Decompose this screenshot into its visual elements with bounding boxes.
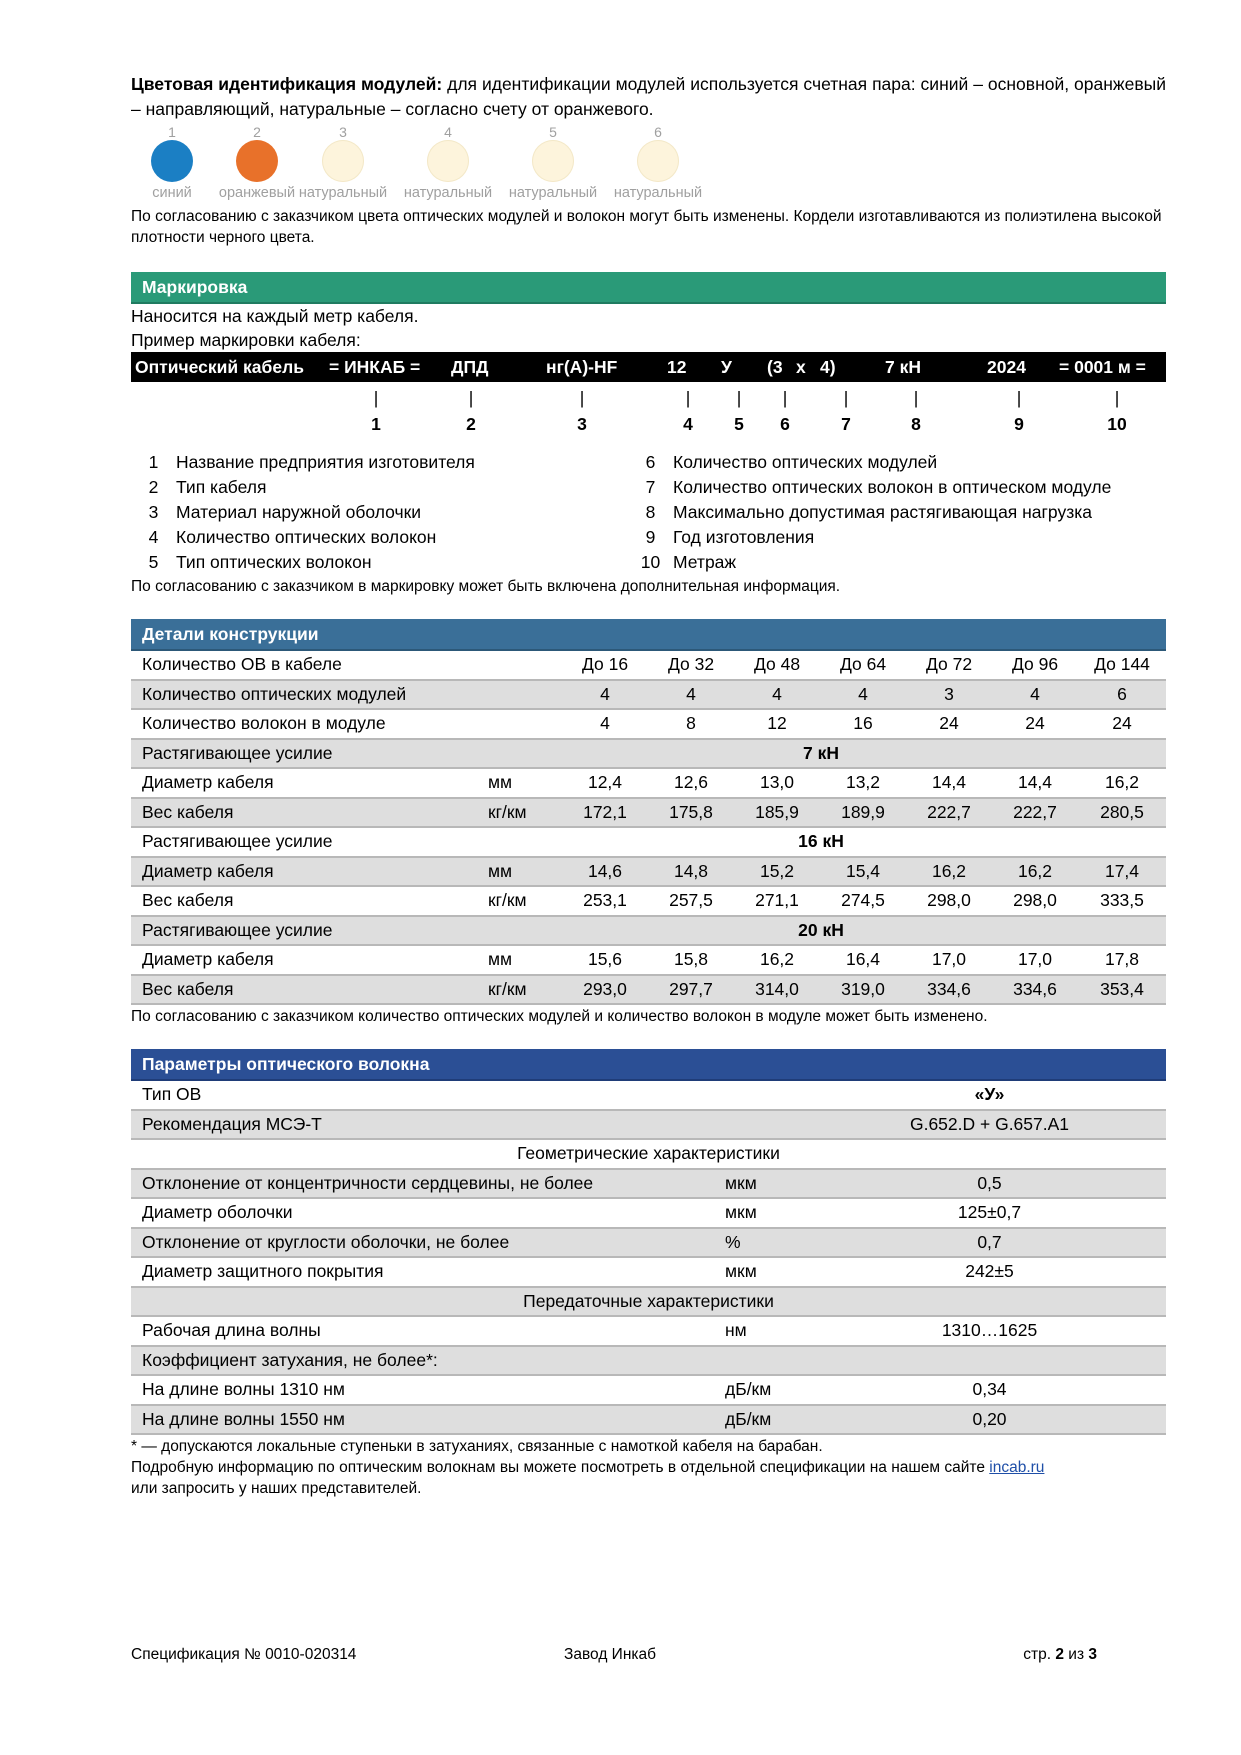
marking-part: 2024 (987, 357, 1026, 377)
force-value: 16 кН (476, 827, 1166, 857)
table-col-header: До 48 (734, 651, 820, 680)
legend-text: Количество оптических волокон (176, 527, 437, 547)
marking-index: 2 (466, 414, 476, 434)
legend-text: Количество оптических модулей (673, 452, 938, 472)
module-number: 3 (339, 124, 347, 140)
table-cell: Тип ОВ (131, 1081, 813, 1110)
table-col-header: До 144 (1078, 651, 1166, 680)
incab-link[interactable]: incab.ru (989, 1459, 1045, 1476)
table-cell: Количество волокон в модуле (131, 709, 562, 739)
table-col-header: До 16 (562, 651, 648, 680)
construction-table: Количество ОВ в кабеле До 16 До 32 До 48 До 64 До 72 До 96 До 144 Количество оптических модулей 4 4 4 4 3 4 6 Количество волокон в модуле 4 8 12 16 24 24 24 Растягивающее усилие 7 кН Диаметр кабеля мм 12,4 12,6 13,0 13,2 14,4 14,4 16,2 Вес кабеля кг/км 172,1 175,8 185,9 189,9 222,7 222,7 280,5 Растягивающее усилие 16 кН Диаметр кабеля мм 14,6 14,8 15,2 15,4 16,2 16,2 17,4 Вес кабеля кг/км 253,1 257,5 271,1 274,5 298,0 298,0 333,5 Растягивающее усилие 20 кН Диаметр кабеля мм 15,6 15,8 16,2 16,4 17,0 17,0 17,8 Вес кабеля кг/км 293,0 297,7 314,0 319,0 334,6 334,6 353,4 (131, 651, 1166, 1005)
orange-circle-icon (236, 140, 278, 182)
module-color-label: натуральный (613, 185, 703, 201)
table-col-header: До 64 (820, 651, 906, 680)
footer-page: стр. 2 из 3 (1023, 1646, 1097, 1663)
module-color-1 (124, 124, 220, 202)
intro-bold: Цветовая идентификация модулей: (131, 74, 443, 94)
natural-circle-icon (532, 140, 574, 182)
marking-part: 12 (667, 357, 687, 377)
marking-part: 4) (820, 357, 836, 377)
legend-text: Материал наружной оболочки (176, 502, 422, 522)
module-number: 1 (168, 124, 176, 140)
table-cell: Растягивающее усилие (131, 739, 476, 769)
marking-index: 9 (1014, 414, 1024, 434)
blue-circle-icon (151, 140, 193, 182)
marking-line-1: Наносится на каждый метр кабеля. (131, 306, 419, 326)
marking-note: По согласованию с заказчиком в маркировку может быть включена дополнительная информация. (131, 578, 841, 595)
table-col-header: До 72 (906, 651, 992, 680)
marking-part: = ИНКАБ = (329, 357, 421, 377)
marking-part: У (721, 357, 732, 377)
marking-section-header: Маркировка (131, 272, 1166, 304)
fiber-section-header: Параметры оптического волокна (131, 1049, 1166, 1081)
module-color-label: натуральный (403, 185, 493, 201)
marking-part: нг(А)-HF (546, 357, 618, 377)
marking-part: ДПД (451, 357, 489, 377)
table-col-header: До 96 (992, 651, 1078, 680)
marking-line-2: Пример маркировки кабеля: (131, 330, 361, 350)
marking-example-bar (131, 352, 1166, 382)
footer-plant: Завод Инкаб (564, 1646, 656, 1663)
force-value: 7 кН (476, 739, 1166, 769)
module-color-label: оранжевый (218, 185, 296, 201)
table-cell: Растягивающее усилие (131, 916, 476, 946)
table-cell: Растягивающее усилие (131, 827, 476, 857)
marking-index: 4 (683, 414, 693, 434)
marking-part: 7 кН (885, 357, 921, 377)
transmission-subheader: Передаточные характеристики (131, 1287, 1166, 1317)
marking-legend: 1 Название предприятия изготовителя 2 Тип кабеля 3 Материал наружной оболочки 4 Количество оптических волокон 5 Тип оптических волокон 6 Количество оптических модулей 7 Количество оптических волокон в оптическом модуле 8 Максимально допустимая растягивающая нагрузка 9 Год изготовления 10 Метраж (148, 452, 1112, 572)
geometry-subheader: Геометрические характеристики (131, 1139, 1166, 1169)
marking-index: 6 (780, 414, 790, 434)
marking-index: 10 (1107, 414, 1127, 434)
marking-index: 5 (734, 414, 744, 434)
legend-text: Метраж (673, 552, 737, 572)
natural-circle-icon (322, 140, 364, 182)
force-value: 20 кН (476, 916, 1166, 946)
module-number: 2 (253, 124, 261, 140)
table-cell: Количество ОВ в кабеле (131, 651, 562, 680)
fiber-footnote: * — допускаются локальные ступеньки в затуханиях, связанные с намоткой кабеля на барабан. (131, 1438, 823, 1455)
marking-index: 3 (577, 414, 587, 434)
marking-index: 7 (841, 414, 851, 434)
legend-text: Тип оптических волокон (176, 552, 372, 572)
legend-text: Тип кабеля (176, 477, 267, 497)
legend-text: Год изготовления (673, 527, 815, 547)
table-col-header: До 32 (648, 651, 734, 680)
intro-paragraph (131, 72, 1166, 122)
attenuation-subheader: Коэффициент затухания, не более*: (131, 1346, 1166, 1376)
module-number: 6 (654, 124, 662, 140)
construction-note: По согласованию с заказчиком количество оптических модулей и количество волокон в модуле может быть изменено. (131, 1008, 988, 1025)
intro-text: для идентификации модулей используется счетная пара: синий – основной, оранжевый – направляющий, натуральные – согласно счету от оранжевого. (131, 74, 1166, 119)
modules-note: По согласованию с заказчиком цвета оптических модулей и волокон могут быть изменены. Кордели изготавливаются из полиэтилена высокой плотности черного цвета. (131, 208, 1162, 246)
module-color-4 (400, 124, 496, 202)
module-color-6 (610, 124, 706, 202)
module-color-label: синий (152, 185, 192, 201)
fiber-type-value: «У» (813, 1081, 1166, 1110)
footer-spec: Спецификация № 0010-020314 (131, 1646, 357, 1663)
module-color-3 (295, 124, 391, 202)
marking-index-row: | 1 | 2 | 3 | 4 | 5 | 6 | 7 | 8 | 9 | 10 (131, 382, 1166, 440)
module-number: 4 (444, 124, 452, 140)
module-color-row (131, 124, 1166, 206)
module-number: 5 (549, 124, 557, 140)
natural-circle-icon (427, 140, 469, 182)
table-cell: Количество оптических модулей (131, 680, 562, 710)
legend-text: Название предприятия изготовителя (176, 452, 475, 472)
module-color-label: натуральный (508, 185, 598, 201)
construction-section-header: Детали конструкции (131, 619, 1166, 651)
legend-text: Количество оптических волокон в оптическом модуле (673, 477, 1112, 497)
marking-part: Оптический кабель (135, 357, 304, 377)
fiber-table: Тип ОВ «У» Рекомендация МСЭ-Т G.652.D + G.657.A1 Геометрические характеристики Отклонение от концентричности сердцевины, не более мкм 0,5 Диаметр оболочки мкм 125±0,7 Отклонение от круглости оболочки, не более % 0,7 Диаметр защитного покрытия мкм 242±5 Передаточные характеристики Рабочая длина волны нм 1310…1625 Коэффициент затухания, не более*: На длине волны 1310 нм дБ/км 0,34 На длине волны 1550 нм дБ/км 0,20 (131, 1081, 1166, 1435)
fiber-info-paragraph: Подробную информацию по оптическим волокнам вы можете посмотреть в отдельной спецификации на нашем сайте incab.ru или запросить у наших представителей. (131, 1459, 1045, 1497)
natural-circle-icon (637, 140, 679, 182)
module-color-5 (505, 124, 601, 202)
legend-text: Максимально допустимая растягивающая нагрузка (673, 502, 1093, 522)
page (131, 72, 1166, 1499)
module-color-label: натуральный (298, 185, 388, 201)
marking-part: х (796, 357, 806, 377)
marking-index: 1 (371, 414, 381, 434)
marking-part: (3 (767, 357, 783, 377)
marking-index: 8 (911, 414, 921, 434)
module-color-2 (209, 124, 305, 202)
marking-part: = 0001 м = (1059, 357, 1146, 377)
